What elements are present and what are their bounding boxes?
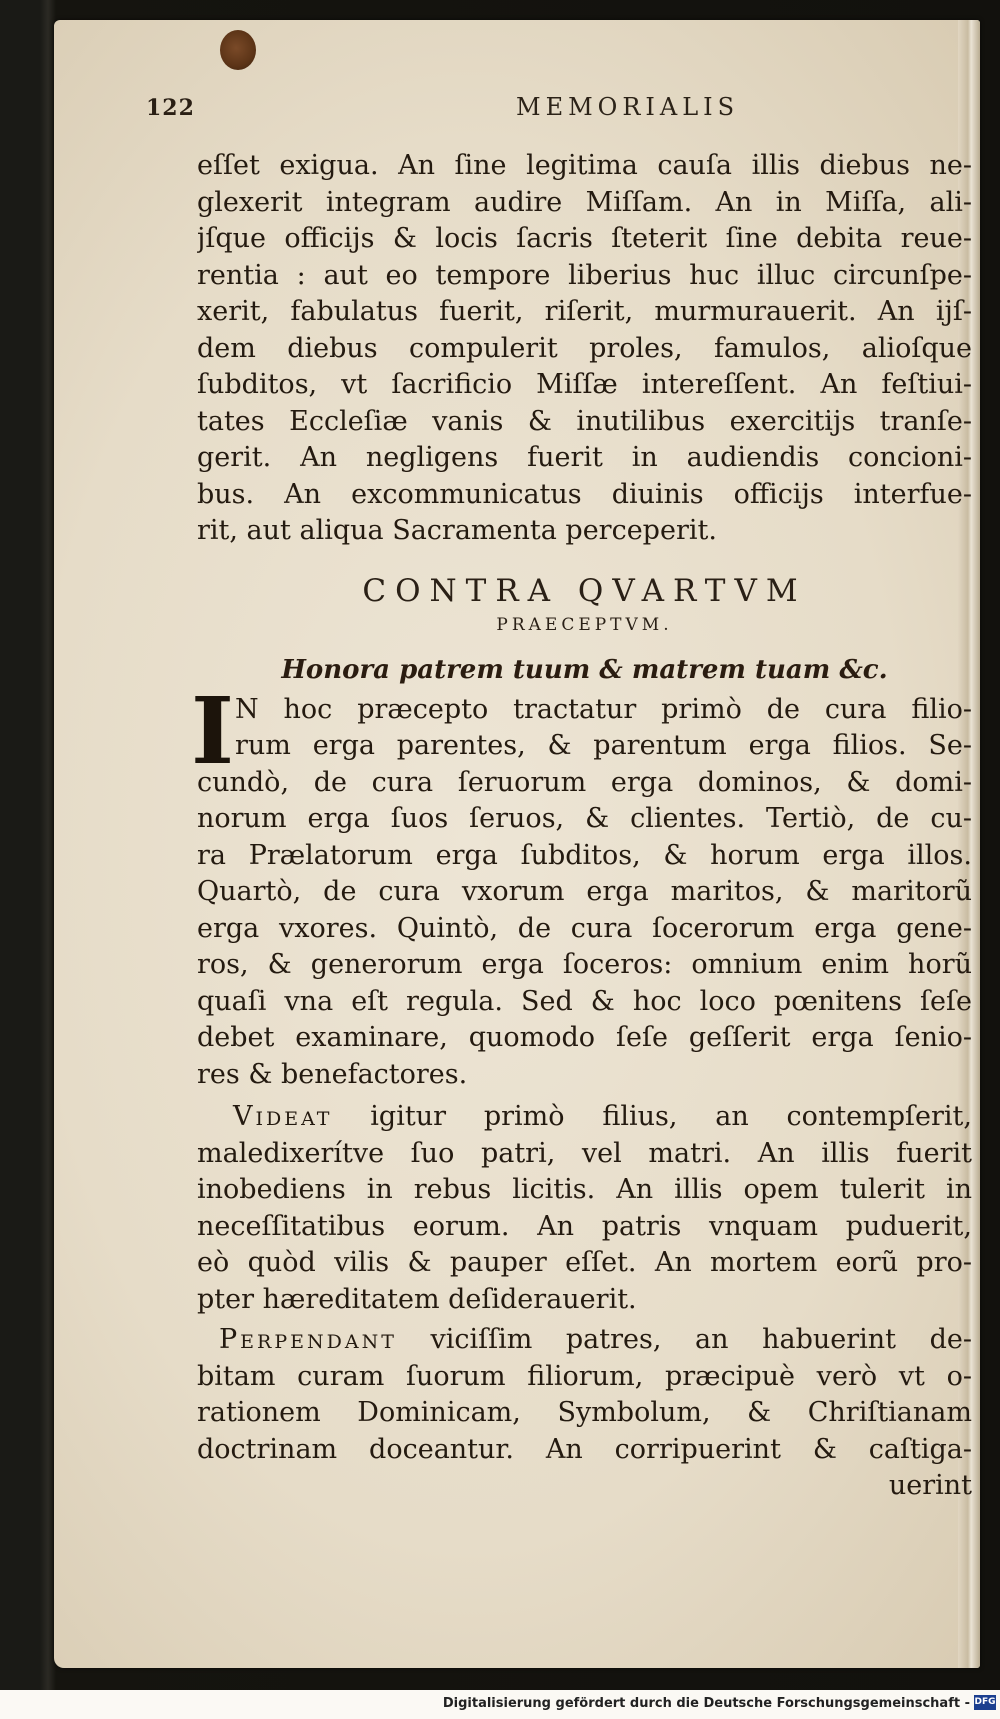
text-span: viciſſim patres, an habuerint de- bbox=[396, 1324, 972, 1355]
text-line: ros, & generorum erga ſoceros: omnium enim horũ bbox=[197, 949, 972, 980]
text-line: rit, aut aliqua Sacramenta perceperit. bbox=[197, 515, 717, 546]
dfg-logo-icon: DFG bbox=[974, 1695, 996, 1710]
text-line: quaſi vna eſt regula. Sed & hoc loco pœnitens ſeſe bbox=[197, 985, 972, 1017]
text-line: debet examinare, quomodo ſeſe geſſerit erga ſenio- bbox=[197, 1022, 972, 1053]
text-line: eſſet exigua. An ſine legitima cauſa illis diebus ne- bbox=[197, 150, 972, 181]
text-line: rationem Dominicam, Symbolum, & Chriſtianam bbox=[197, 1397, 972, 1428]
text-line: bus. An excommunicatus diuinis officijs interfue- bbox=[197, 478, 972, 510]
running-title: MEMORIALIS bbox=[516, 93, 740, 121]
text-line: gerit. An negligens fuerit in audiendis concioni- bbox=[197, 442, 972, 473]
text-span: igitur primò filius, an contempſerit, bbox=[332, 1101, 972, 1132]
paragraph-lead: Videat bbox=[233, 1101, 333, 1132]
text-line: bitam curam ſuorum filiorum, præcipuè verò vt o- bbox=[197, 1360, 972, 1392]
text-line: norum erga ſuos ſeruos, & clientes. Tertiò, de cu- bbox=[197, 803, 972, 834]
opening-passage bbox=[197, 148, 972, 550]
text-line: N hoc præcepto tractatur primò de cura filio- bbox=[235, 693, 972, 725]
text-line: Quartò, de cura vxorum erga maritos, & maritorũ bbox=[197, 876, 972, 907]
section-subheading: PRAECEPTVM. bbox=[496, 614, 673, 635]
paragraph-one bbox=[191, 676, 972, 1094]
text-line: jſque officijs & locis ſacris ſteterit ſine debita reue- bbox=[197, 223, 972, 254]
text-line: eò quòd vilis & pauper eſſet. An mortem eorũ pro- bbox=[197, 1247, 972, 1278]
catchword: uerint bbox=[888, 1470, 972, 1501]
section-heading: CONTRA QVARTVM bbox=[362, 572, 807, 609]
text-line bbox=[197, 1322, 972, 1359]
text-line: neceſſitatibus eorum. An patris vnquam puduerit, bbox=[197, 1210, 972, 1242]
paragraph-two bbox=[197, 1099, 972, 1318]
text-line: ra Prælatorum erga ſubditos, & horum erga illos. bbox=[197, 839, 972, 871]
paragraph-lead: Perpendant bbox=[219, 1324, 397, 1355]
text-line bbox=[197, 1099, 972, 1136]
text-line: glexerit integram audire Miſſam. An in Miſſa, ali- bbox=[197, 186, 972, 218]
text-line: cundò, de cura ſeruorum erga dominos, & domi- bbox=[197, 766, 972, 798]
text-line: doctrinam doceantur. An corripuerint & caſtiga- bbox=[197, 1433, 972, 1465]
paragraph-three bbox=[197, 1322, 972, 1505]
text-line: erga vxores. Quintò, de cura ſocerorum erga gene- bbox=[197, 912, 972, 944]
text-line: inobediens in rebus licitis. An illis opem tulerit in bbox=[197, 1174, 972, 1205]
running-head bbox=[146, 75, 916, 123]
funding-credit: Digitalisierung gefördert durch die Deutsche Forschungsgemeinschaft - bbox=[442, 1696, 970, 1711]
text-line: ſubditos, vt ſacrificio Miſſæ intereſſent. An feſtiui- bbox=[197, 369, 972, 400]
page-number: 122 bbox=[146, 95, 195, 121]
text-line: dem diebus compulerit proles, famulos, alioſque bbox=[197, 332, 972, 364]
text-line: pter hæreditatem deſiderauerit. bbox=[197, 1283, 637, 1315]
text-line: rentia : aut eo tempore liberius huc illuc circunſpe- bbox=[197, 259, 972, 291]
text-line: xerit, fabulatus fuerit, riſerit, murmurauerit. An ijſ- bbox=[197, 296, 972, 327]
section-motto: Honora patrem tuum & matrem tuam &c. bbox=[281, 654, 888, 685]
text-line: tates Eccleſiæ vanis & inutilibus exercitijs tranſe- bbox=[197, 405, 972, 437]
text-line: rum erga parentes, & parentum erga filios. Se- bbox=[235, 730, 972, 761]
text-line: res & benefactores. bbox=[197, 1058, 468, 1090]
page-stain bbox=[220, 30, 256, 70]
footer-bar bbox=[0, 1690, 1000, 1719]
text-block bbox=[191, 148, 972, 1505]
drop-cap: I bbox=[191, 676, 235, 785]
text-line: maledixerítve ſuo patri, vel matri. An illis fuerit bbox=[197, 1137, 972, 1169]
